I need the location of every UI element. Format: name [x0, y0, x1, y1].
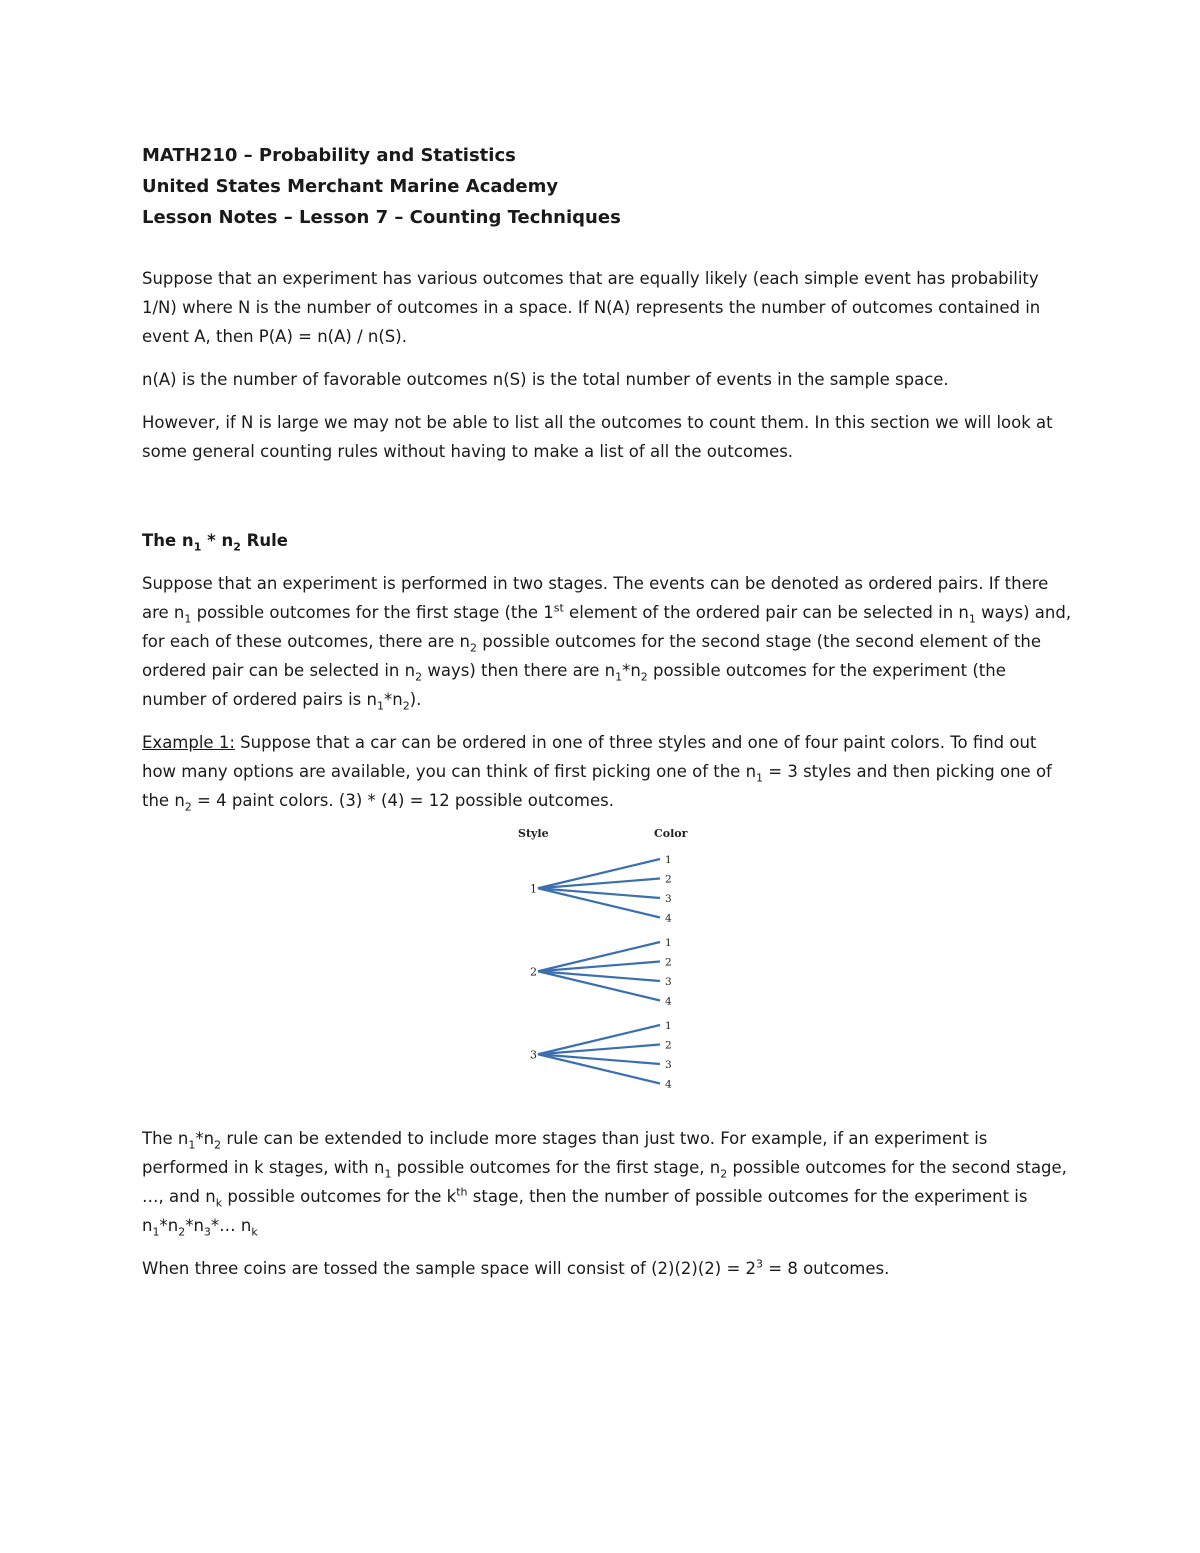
lesson-title: Lesson Notes – Lesson 7 – Counting Techniques	[142, 207, 621, 228]
tree-color-label: 4	[665, 1078, 672, 1091]
rule-paragraph: Suppose that an experiment is performed in two stages. The events can be denoted as ordered pairs. If there are $n_1$ possible outcomes for the first stage (the 1st element of the ordered pair can be selected in $n_1$ ways) and, for each of these outcomes, there are $n_2$ possible outcomes for the second stage (the second element of the ordered pair can be selected in $n_2$ ways) then there are $n_1*n_2$ possible outcomes for the experiment (the number of ordered pairs is $n_1*n_2$).	[142, 574, 1072, 713]
institution-title: United States Merchant Marine Academy	[142, 176, 559, 197]
tree-color-label: 2	[665, 956, 672, 969]
tree-style-label: 3	[530, 1048, 537, 1062]
tree-color-label: 3	[665, 893, 672, 905]
tree-header-color: Color	[654, 829, 688, 840]
tree-header-style: Style	[518, 829, 549, 840]
tree-color-label: 4	[665, 912, 672, 925]
document-content	[142, 140, 1072, 1297]
tree-color-label: 2	[665, 1039, 672, 1052]
course-title: MATH210 – Probability and Statistics	[142, 145, 516, 166]
tree-style-label: 2	[530, 965, 537, 979]
intro-paragraph-2: n(A) is the number of favorable outcomes n(S) is the total number of events in the sample space.	[142, 370, 949, 389]
extension-paragraph: The $n_1*n_2$ rule can be extended to include more stages than just two. For example, if an experiment is performed in k stages, with $n_1$ possible outcomes for the first stage, $n_2$ possible outcomes for the second stage, …, and $n_k$ possible outcomes for the $k^{th}$ stage, then the number of possible outcomes for the experiment is $n_1*n_2*n_3*\dots$ $n_k$	[142, 1129, 1067, 1239]
example-paragraph: Example 1: Suppose that a car can be ordered in one of three styles and one of four paint colors. To find out how many options are available, you can think of first picking one of the $n_1 = 3$ styles and then picking one of the $n_2 = 4$ paint colors. (3) * (4) = 12 possible outcomes.	[142, 733, 1052, 814]
intro-paragraph-3: However, if N is large we may not be able to list all the outcomes to count them. In this section we will look at some general counting rules without having to make a list of all the outcomes.	[142, 413, 1053, 461]
tree-diagram	[514, 829, 694, 1104]
tree-color-label: 3	[665, 1059, 672, 1071]
tree-color-label: 1	[665, 854, 672, 866]
tree-color-label: 3	[665, 976, 672, 988]
coins-paragraph: When three coins are tossed the sample space will consist of $(2)(2)(2) = 2^3 = 8$ outcomes.	[142, 1257, 890, 1278]
tree-color-label: 4	[665, 995, 672, 1008]
tree-color-label: 1	[665, 937, 672, 949]
tree-style-label: 1	[530, 882, 537, 896]
intro-paragraph-1: Suppose that an experiment has various outcomes that are equally likely (each simple event has probability 1/N) where N is the number of outcomes in a space. If N(A) represents the number of outcomes contained in event A, then P(A) = n(A) / n(S).	[142, 269, 1041, 346]
example-label: Example 1:	[142, 733, 235, 752]
tree-color-label: 2	[665, 873, 672, 886]
tree-color-label: 1	[665, 1020, 672, 1032]
tree-diagram-container	[142, 829, 1072, 1104]
rule-heading: The $n_1 * n_2$ Rule	[142, 531, 288, 554]
